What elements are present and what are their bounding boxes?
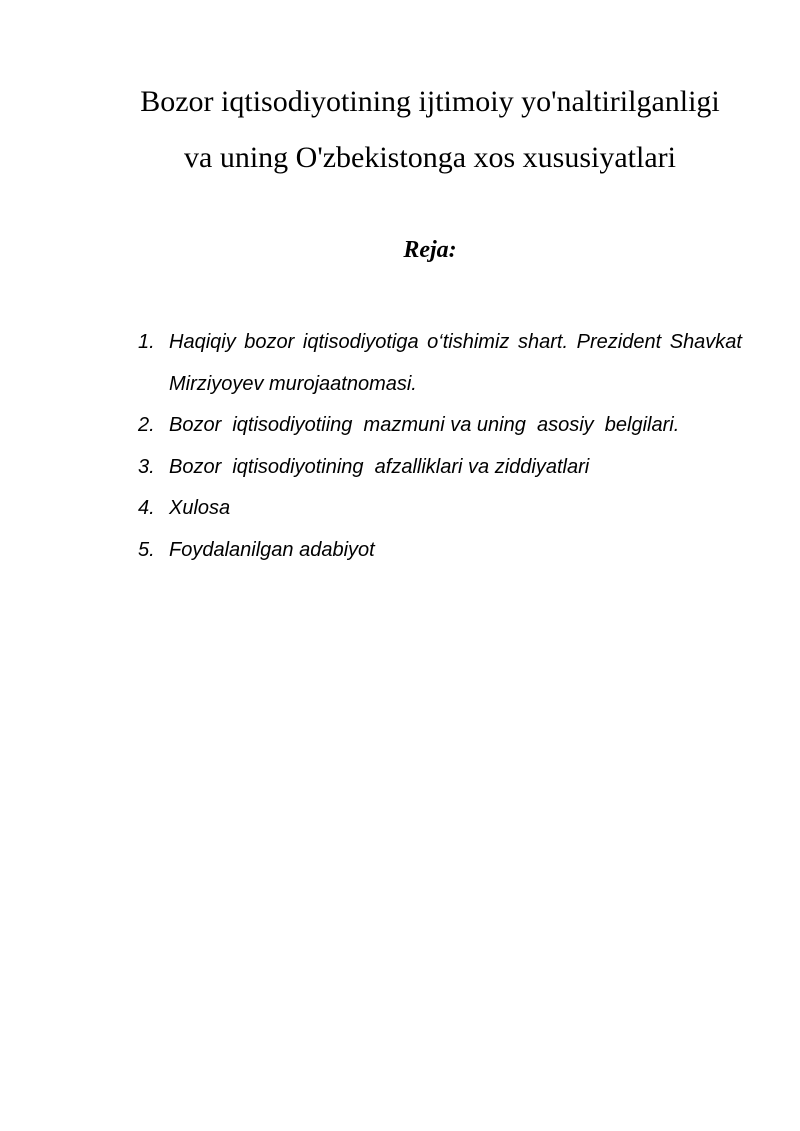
title-line-2: va uning O'zbekistonga xos xususiyatlari bbox=[184, 141, 676, 174]
plan-item-text: Bozor iqtisodiyotining afzalliklari va ziddiyatlari bbox=[169, 455, 590, 478]
plan-item-number: 5. bbox=[138, 538, 155, 561]
plan-item bbox=[132, 447, 742, 489]
plan-list bbox=[132, 322, 742, 571]
plan-item-number: 3. bbox=[138, 455, 155, 478]
plan-item-number: 1. bbox=[138, 331, 155, 353]
plan-heading: Reja: bbox=[403, 237, 457, 263]
plan-item-text: Xulosa bbox=[169, 497, 231, 519]
plan-item bbox=[132, 488, 742, 530]
document-title bbox=[110, 74, 750, 186]
plan-item bbox=[132, 405, 742, 447]
plan-item bbox=[132, 322, 742, 405]
title-line-1: Bozor iqtisodiyotining ijtimoiy yo'naltirilganligi bbox=[140, 85, 720, 118]
plan-item bbox=[132, 530, 742, 572]
plan-item-number: 4. bbox=[138, 497, 155, 519]
plan-item-text: Haqiqiy bozor iqtisodiyotiga o‘tishimiz shart. Prezident Shavkat Mirziyoyev murojaatnomasi. bbox=[169, 331, 742, 395]
plan-item-number: 2. bbox=[138, 414, 155, 436]
plan-item-text: Foydalanilgan adabiyot bbox=[169, 538, 375, 561]
plan-item-text: Bozor iqtisodiyotiing mazmuni va uning asosiy belgilari. bbox=[169, 414, 680, 436]
